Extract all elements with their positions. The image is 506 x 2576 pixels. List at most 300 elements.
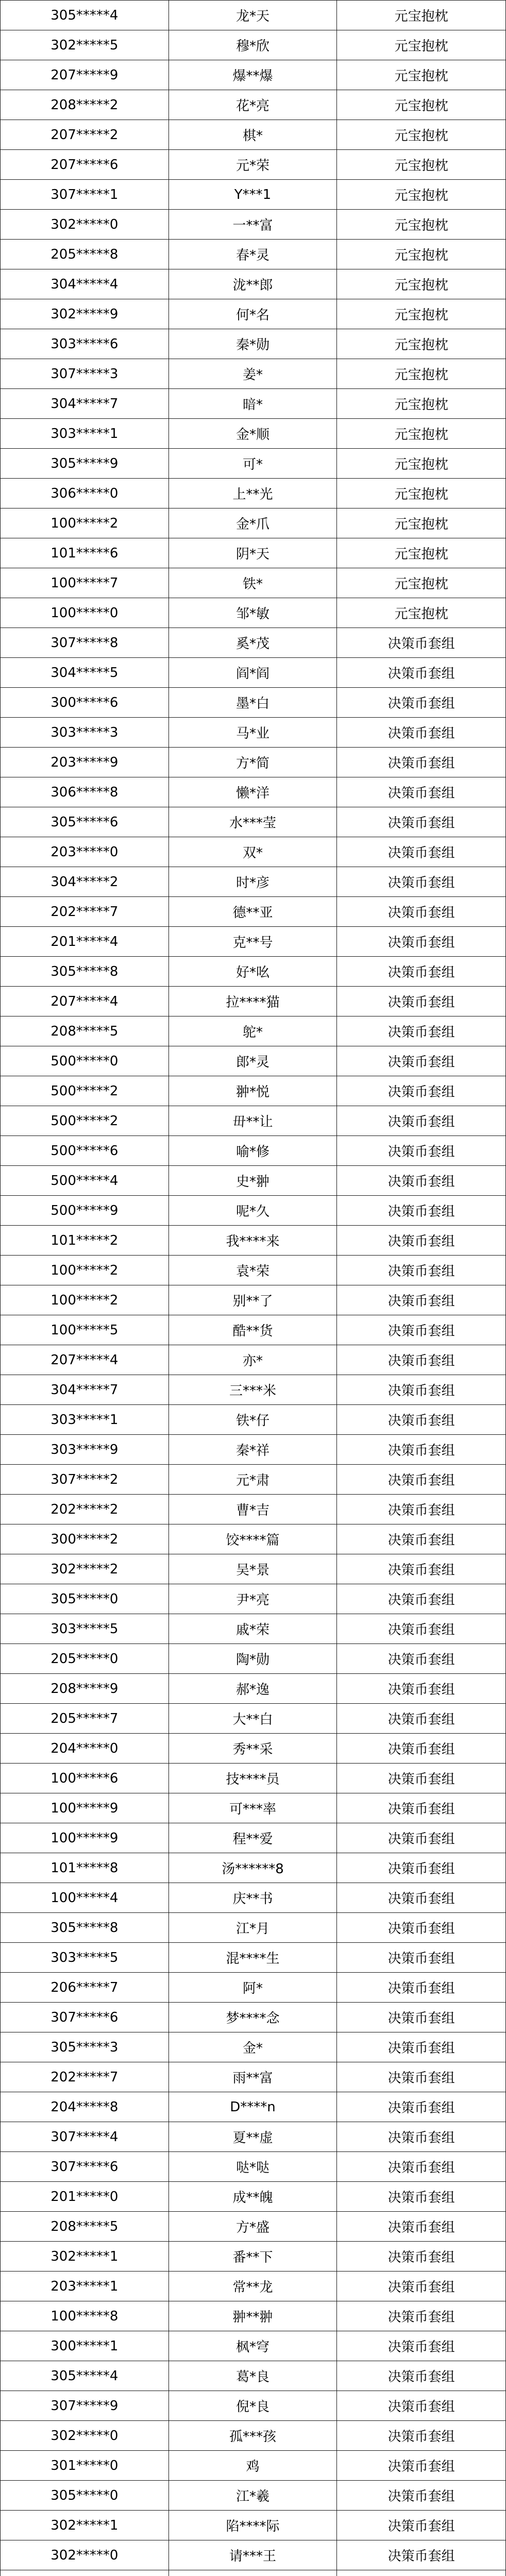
table-row xyxy=(1,777,506,807)
prize-cell: 决策币套组 xyxy=(337,1375,506,1405)
user-id-cell: 201*****4 xyxy=(1,927,169,957)
user-id-cell: 302*****5 xyxy=(1,30,169,60)
user-name-cell: 倪*良 xyxy=(168,2391,337,2421)
table-row xyxy=(1,240,506,269)
user-name-cell: 金*爪 xyxy=(168,509,337,538)
user-id-cell: 202*****7 xyxy=(1,2062,169,2092)
table-row xyxy=(1,2540,506,2570)
table-row xyxy=(1,987,506,1016)
user-id-cell: 304*****7 xyxy=(1,1375,169,1405)
table-row xyxy=(1,628,506,658)
user-name-cell: 大**白 xyxy=(168,1704,337,1734)
user-name-cell: 翀**翀 xyxy=(168,2301,337,2331)
user-name-cell: 克**号 xyxy=(168,927,337,957)
prize-cell: 决策币套组 xyxy=(337,1256,506,1285)
user-name-cell: D****n xyxy=(168,2092,337,2122)
user-name-cell: 何*名 xyxy=(168,299,337,329)
prize-cell: 决策币套组 xyxy=(337,718,506,748)
user-name-cell: 陷****际 xyxy=(168,2511,337,2540)
prize-cell: 决策币套组 xyxy=(337,1046,506,1076)
table-row xyxy=(1,718,506,748)
prize-cell: 决策币套组 xyxy=(337,1584,506,1614)
prize-cell: 元宝抱枕 xyxy=(337,30,506,60)
user-name-cell: 邹*敏 xyxy=(168,598,337,628)
prize-cell: 元宝抱枕 xyxy=(337,449,506,479)
table-row xyxy=(1,1256,506,1285)
table-row xyxy=(1,568,506,598)
user-id-cell: 500*****2 xyxy=(1,1076,169,1106)
table-row xyxy=(1,509,506,538)
table-row xyxy=(1,2272,506,2301)
prize-cell: 决策币套组 xyxy=(337,1973,506,2003)
prize-cell: 决策币套组 xyxy=(337,2182,506,2212)
user-name-cell: 江*月 xyxy=(168,1913,337,1943)
user-name-cell: 鸵* xyxy=(168,1016,337,1046)
table-row xyxy=(1,1554,506,1584)
prize-cell: 元宝抱枕 xyxy=(337,60,506,90)
user-id-cell: 100*****4 xyxy=(1,1883,169,1913)
prize-cell: 决策币套组 xyxy=(337,1913,506,1943)
user-id-cell: 205*****7 xyxy=(1,1704,169,1734)
table-row xyxy=(1,2421,506,2451)
user-name-cell: 懒*洋 xyxy=(168,777,337,807)
user-name-cell: 一**富 xyxy=(168,210,337,240)
user-name-cell: 方*盛 xyxy=(168,2212,337,2242)
prize-cell: 决策币套组 xyxy=(337,2242,506,2272)
user-name-cell: 暗* xyxy=(168,389,337,419)
table-row xyxy=(1,658,506,688)
user-id-cell: 305*****8 xyxy=(1,1913,169,1943)
prize-cell: 决策币套组 xyxy=(337,1644,506,1674)
user-id-cell: 100*****2 xyxy=(1,1256,169,1285)
user-id-cell: 304*****7 xyxy=(1,389,169,419)
user-id-cell: 207*****9 xyxy=(1,60,169,90)
user-id-cell: 208*****2 xyxy=(1,90,169,120)
user-name-cell: 秦*勋 xyxy=(168,329,337,359)
table-row xyxy=(1,2331,506,2361)
user-name-cell: 请***王 xyxy=(168,2540,337,2570)
table-row xyxy=(1,688,506,718)
user-id-cell: 208*****5 xyxy=(1,2212,169,2242)
prize-cell: 决策币套组 xyxy=(337,1166,506,1196)
user-id-cell: 207*****2 xyxy=(1,120,169,150)
prize-cell: 决策币套组 xyxy=(337,957,506,987)
table-row xyxy=(1,1764,506,1793)
table-row xyxy=(1,957,506,987)
prize-cell: 决策币套组 xyxy=(337,1196,506,1226)
table-row xyxy=(1,2242,506,2272)
prize-cell: 决策币套组 xyxy=(337,1495,506,1524)
user-name-cell: 棋* xyxy=(168,120,337,150)
table-row xyxy=(1,1853,506,1883)
user-name-cell: 梦****念 xyxy=(168,2003,337,2032)
user-name-cell: 成**魄 xyxy=(168,2182,337,2212)
prize-cell: 决策币套组 xyxy=(337,2361,506,2391)
user-name-cell: 酷**货 xyxy=(168,1315,337,1345)
table-row xyxy=(1,2451,506,2481)
user-name-cell: 史*翀 xyxy=(168,1166,337,1196)
prize-cell: 决策币套组 xyxy=(337,2451,506,2481)
user-id-cell: 208*****5 xyxy=(1,1016,169,1046)
table-row xyxy=(1,479,506,509)
user-id-cell: 307*****4 xyxy=(1,2122,169,2152)
user-name-cell: 龙*天 xyxy=(168,1,337,30)
table-row xyxy=(1,269,506,299)
prize-cell: 元宝抱枕 xyxy=(337,598,506,628)
user-name-cell xyxy=(168,2570,337,2576)
user-name-cell: 拉****猫 xyxy=(168,987,337,1016)
user-id-cell: 302*****9 xyxy=(1,299,169,329)
user-id-cell: 307*****9 xyxy=(1,2391,169,2421)
user-name-cell: 铁*仔 xyxy=(168,1405,337,1435)
user-id-cell: 207*****4 xyxy=(1,987,169,1016)
user-name-cell: 墨*白 xyxy=(168,688,337,718)
user-name-cell: 喻*修 xyxy=(168,1136,337,1166)
prize-cell: 决策币套组 xyxy=(337,2062,506,2092)
table-row xyxy=(1,60,506,90)
user-id-cell xyxy=(1,2570,169,2576)
prize-cell: 决策币套组 xyxy=(337,1136,506,1166)
table-row xyxy=(1,1315,506,1345)
user-id-cell: 203*****0 xyxy=(1,837,169,867)
prize-cell: 决策币套组 xyxy=(337,2272,506,2301)
prize-cell: 元宝抱枕 xyxy=(337,389,506,419)
user-id-cell: 303*****1 xyxy=(1,1405,169,1435)
user-name-cell: 秀**采 xyxy=(168,1734,337,1764)
user-id-cell: 500*****9 xyxy=(1,1196,169,1226)
user-id-cell: 305*****6 xyxy=(1,807,169,837)
user-name-cell: 夏**虚 xyxy=(168,2122,337,2152)
table-row xyxy=(1,1524,506,1554)
table-row xyxy=(1,2032,506,2062)
table-row xyxy=(1,2212,506,2242)
user-name-cell: 马*业 xyxy=(168,718,337,748)
prize-cell xyxy=(337,2570,506,2576)
user-id-cell: 303*****1 xyxy=(1,419,169,449)
prize-cell: 决策币套组 xyxy=(337,658,506,688)
table-row xyxy=(1,1973,506,2003)
prize-cell: 元宝抱枕 xyxy=(337,210,506,240)
user-name-cell: 枫*穹 xyxy=(168,2331,337,2361)
user-id-cell: 101*****8 xyxy=(1,1853,169,1883)
prize-cell: 决策币套组 xyxy=(337,1226,506,1256)
user-id-cell: 205*****8 xyxy=(1,240,169,269)
table-row xyxy=(1,210,506,240)
prize-cell: 决策币套组 xyxy=(337,2032,506,2062)
user-name-cell: 别**了 xyxy=(168,1285,337,1315)
user-id-cell: 500*****4 xyxy=(1,1166,169,1196)
winners-table-body xyxy=(1,1,506,2576)
table-row xyxy=(1,1644,506,1674)
table-row xyxy=(1,359,506,389)
prize-cell: 决策币套组 xyxy=(337,1315,506,1345)
prize-cell: 决策币套组 xyxy=(337,1076,506,1106)
user-id-cell: 303*****5 xyxy=(1,1943,169,1973)
prize-cell: 决策币套组 xyxy=(337,1883,506,1913)
table-row xyxy=(1,1345,506,1375)
user-id-cell: 303*****5 xyxy=(1,1614,169,1644)
user-name-cell: 泷**郎 xyxy=(168,269,337,299)
prize-cell: 元宝抱枕 xyxy=(337,150,506,180)
table-row xyxy=(1,897,506,927)
user-id-cell: 203*****1 xyxy=(1,2272,169,2301)
table-row xyxy=(1,748,506,777)
prize-cell: 决策币套组 xyxy=(337,1614,506,1644)
prize-cell: 决策币套组 xyxy=(337,1823,506,1853)
prize-cell: 决策币套组 xyxy=(337,2481,506,2511)
user-name-cell: 混****生 xyxy=(168,1943,337,1973)
user-name-cell: 孤***孩 xyxy=(168,2421,337,2451)
user-id-cell: 206*****7 xyxy=(1,1973,169,2003)
table-row xyxy=(1,1913,506,1943)
prize-cell: 决策币套组 xyxy=(337,1524,506,1554)
table-row xyxy=(1,1046,506,1076)
user-id-cell: 204*****0 xyxy=(1,1734,169,1764)
prize-cell: 决策币套组 xyxy=(337,2122,506,2152)
user-id-cell: 302*****1 xyxy=(1,2242,169,2272)
user-name-cell: 上**光 xyxy=(168,479,337,509)
user-name-cell: 常**龙 xyxy=(168,2272,337,2301)
user-id-cell: 300*****1 xyxy=(1,2331,169,2361)
user-name-cell: 可* xyxy=(168,449,337,479)
prize-cell: 决策币套组 xyxy=(337,1345,506,1375)
prize-cell: 元宝抱枕 xyxy=(337,329,506,359)
table-row xyxy=(1,1136,506,1166)
user-id-cell: 303*****3 xyxy=(1,718,169,748)
prize-cell: 决策币套组 xyxy=(337,2331,506,2361)
user-id-cell: 203*****9 xyxy=(1,748,169,777)
user-name-cell: 奚*茂 xyxy=(168,628,337,658)
user-id-cell: 305*****8 xyxy=(1,957,169,987)
table-row xyxy=(1,1883,506,1913)
user-name-cell: 元*荣 xyxy=(168,150,337,180)
prize-cell: 决策币套组 xyxy=(337,2212,506,2242)
table-row xyxy=(1,807,506,837)
table-row xyxy=(1,2122,506,2152)
user-name-cell: 吴*景 xyxy=(168,1554,337,1584)
user-name-cell: 爆**爆 xyxy=(168,60,337,90)
table-row xyxy=(1,538,506,568)
user-id-cell: 305*****4 xyxy=(1,2361,169,2391)
table-row xyxy=(1,2182,506,2212)
user-name-cell: 德**亚 xyxy=(168,897,337,927)
user-id-cell: 307*****6 xyxy=(1,2152,169,2182)
user-id-cell: 208*****9 xyxy=(1,1674,169,1704)
table-row xyxy=(1,2570,506,2576)
user-id-cell: 302*****1 xyxy=(1,2511,169,2540)
user-id-cell: 100*****9 xyxy=(1,1793,169,1823)
prize-cell: 决策币套组 xyxy=(337,2421,506,2451)
prize-cell: 决策币套组 xyxy=(337,2391,506,2421)
prize-cell: 决策币套组 xyxy=(337,2003,506,2032)
table-row xyxy=(1,299,506,329)
prize-cell: 决策币套组 xyxy=(337,1674,506,1704)
prize-cell: 决策币套组 xyxy=(337,1734,506,1764)
table-row xyxy=(1,1226,506,1256)
user-id-cell: 305*****9 xyxy=(1,449,169,479)
table-row xyxy=(1,1943,506,1973)
table-row xyxy=(1,2062,506,2092)
user-name-cell: 翀*悦 xyxy=(168,1076,337,1106)
prize-cell: 决策币套组 xyxy=(337,867,506,897)
prize-cell: 决策币套组 xyxy=(337,2092,506,2122)
user-id-cell: 201*****0 xyxy=(1,2182,169,2212)
prize-cell: 元宝抱枕 xyxy=(337,509,506,538)
user-id-cell: 500*****6 xyxy=(1,1136,169,1166)
prize-cell: 决策币套组 xyxy=(337,777,506,807)
user-name-cell: 好*吆 xyxy=(168,957,337,987)
user-id-cell: 300*****2 xyxy=(1,1524,169,1554)
prize-cell: 决策币套组 xyxy=(337,2301,506,2331)
user-name-cell: 元*肃 xyxy=(168,1465,337,1495)
prize-cell: 决策币套组 xyxy=(337,1106,506,1136)
user-name-cell: 姜* xyxy=(168,359,337,389)
table-row xyxy=(1,1375,506,1405)
user-id-cell: 100*****2 xyxy=(1,1285,169,1315)
table-row xyxy=(1,120,506,150)
prize-cell: 元宝抱枕 xyxy=(337,269,506,299)
user-id-cell: 205*****0 xyxy=(1,1644,169,1674)
user-name-cell: 呢*久 xyxy=(168,1196,337,1226)
user-id-cell: 305*****0 xyxy=(1,2481,169,2511)
user-name-cell: 番**下 xyxy=(168,2242,337,2272)
user-name-cell: 曹*吉 xyxy=(168,1495,337,1524)
user-name-cell: 阿* xyxy=(168,1973,337,2003)
user-id-cell: 307*****8 xyxy=(1,628,169,658)
prize-cell: 决策币套组 xyxy=(337,748,506,777)
table-row xyxy=(1,867,506,897)
user-id-cell: 100*****2 xyxy=(1,509,169,538)
user-name-cell: 亦* xyxy=(168,1345,337,1375)
prize-cell: 决策币套组 xyxy=(337,1943,506,1973)
table-row xyxy=(1,419,506,449)
table-row xyxy=(1,2481,506,2511)
table-row xyxy=(1,1016,506,1046)
user-name-cell: 雨**富 xyxy=(168,2062,337,2092)
prize-cell: 决策币套组 xyxy=(337,1016,506,1046)
user-id-cell: 305*****3 xyxy=(1,2032,169,2062)
prize-cell: 元宝抱枕 xyxy=(337,240,506,269)
user-id-cell: 204*****8 xyxy=(1,2092,169,2122)
prize-cell: 元宝抱枕 xyxy=(337,359,506,389)
prize-cell: 元宝抱枕 xyxy=(337,538,506,568)
table-row xyxy=(1,837,506,867)
user-id-cell: 302*****0 xyxy=(1,2421,169,2451)
user-name-cell: 时*彦 xyxy=(168,867,337,897)
user-name-cell: 阴*天 xyxy=(168,538,337,568)
user-name-cell: 戚*荣 xyxy=(168,1614,337,1644)
prize-cell: 决策币套组 xyxy=(337,1285,506,1315)
prize-cell: 决策币套组 xyxy=(337,1465,506,1495)
prize-cell: 决策币套组 xyxy=(337,1435,506,1465)
user-id-cell: 100*****6 xyxy=(1,1764,169,1793)
prize-cell: 元宝抱枕 xyxy=(337,479,506,509)
user-name-cell: 饺****篇 xyxy=(168,1524,337,1554)
table-row xyxy=(1,180,506,210)
user-id-cell: 302*****0 xyxy=(1,210,169,240)
user-id-cell: 207*****6 xyxy=(1,150,169,180)
user-name-cell: 可***率 xyxy=(168,1793,337,1823)
user-id-cell: 303*****6 xyxy=(1,329,169,359)
user-id-cell: 304*****4 xyxy=(1,269,169,299)
table-row xyxy=(1,2391,506,2421)
user-name-cell: 水***莹 xyxy=(168,807,337,837)
user-name-cell: 江*羲 xyxy=(168,2481,337,2511)
prize-cell: 决策币套组 xyxy=(337,1554,506,1584)
table-row xyxy=(1,2361,506,2391)
table-row xyxy=(1,1734,506,1764)
user-id-cell: 307*****6 xyxy=(1,2003,169,2032)
user-name-cell: 金*顺 xyxy=(168,419,337,449)
user-name-cell: 我****来 xyxy=(168,1226,337,1256)
prize-cell: 元宝抱枕 xyxy=(337,419,506,449)
user-id-cell: 300*****6 xyxy=(1,688,169,718)
user-id-cell: 101*****2 xyxy=(1,1226,169,1256)
table-row xyxy=(1,1405,506,1435)
prize-cell: 元宝抱枕 xyxy=(337,1,506,30)
prize-cell: 决策币套组 xyxy=(337,807,506,837)
user-name-cell: 穆*欣 xyxy=(168,30,337,60)
table-row xyxy=(1,30,506,60)
user-id-cell: 207*****4 xyxy=(1,1345,169,1375)
user-id-cell: 301*****0 xyxy=(1,2451,169,2481)
user-name-cell: 双* xyxy=(168,837,337,867)
user-id-cell: 306*****8 xyxy=(1,777,169,807)
user-name-cell: 铁* xyxy=(168,568,337,598)
table-row xyxy=(1,2092,506,2122)
user-name-cell: 汤******8 xyxy=(168,1853,337,1883)
prize-cell: 元宝抱枕 xyxy=(337,90,506,120)
table-row xyxy=(1,1166,506,1196)
table-row xyxy=(1,1674,506,1704)
prize-cell: 决策币套组 xyxy=(337,897,506,927)
user-id-cell: 202*****7 xyxy=(1,897,169,927)
user-id-cell: 307*****2 xyxy=(1,1465,169,1495)
user-id-cell: 304*****5 xyxy=(1,658,169,688)
user-name-cell: 春*灵 xyxy=(168,240,337,269)
user-id-cell: 307*****1 xyxy=(1,180,169,210)
prize-cell: 元宝抱枕 xyxy=(337,120,506,150)
prize-cell: 决策币套组 xyxy=(337,628,506,658)
table-row xyxy=(1,449,506,479)
user-name-cell: 程**爱 xyxy=(168,1823,337,1853)
user-name-cell: 尹*亮 xyxy=(168,1584,337,1614)
table-row xyxy=(1,1465,506,1495)
prize-cell: 决策币套组 xyxy=(337,837,506,867)
user-name-cell: 金* xyxy=(168,2032,337,2062)
user-id-cell: 100*****5 xyxy=(1,1315,169,1345)
prize-cell: 决策币套组 xyxy=(337,1764,506,1793)
prize-cell: 决策币套组 xyxy=(337,927,506,957)
prize-cell: 决策币套组 xyxy=(337,2511,506,2540)
table-row xyxy=(1,1106,506,1136)
prize-cell: 决策币套组 xyxy=(337,1704,506,1734)
table-row xyxy=(1,1196,506,1226)
user-name-cell: 庆**书 xyxy=(168,1883,337,1913)
table-row xyxy=(1,1584,506,1614)
prize-cell: 元宝抱枕 xyxy=(337,568,506,598)
user-id-cell: 306*****0 xyxy=(1,479,169,509)
user-name-cell: 秦*祥 xyxy=(168,1435,337,1465)
prize-cell: 元宝抱枕 xyxy=(337,180,506,210)
user-name-cell: 葛*良 xyxy=(168,2361,337,2391)
table-row xyxy=(1,150,506,180)
table-row xyxy=(1,2003,506,2032)
table-row xyxy=(1,598,506,628)
prize-cell: 决策币套组 xyxy=(337,688,506,718)
table-row xyxy=(1,1,506,30)
user-id-cell: 500*****2 xyxy=(1,1106,169,1136)
